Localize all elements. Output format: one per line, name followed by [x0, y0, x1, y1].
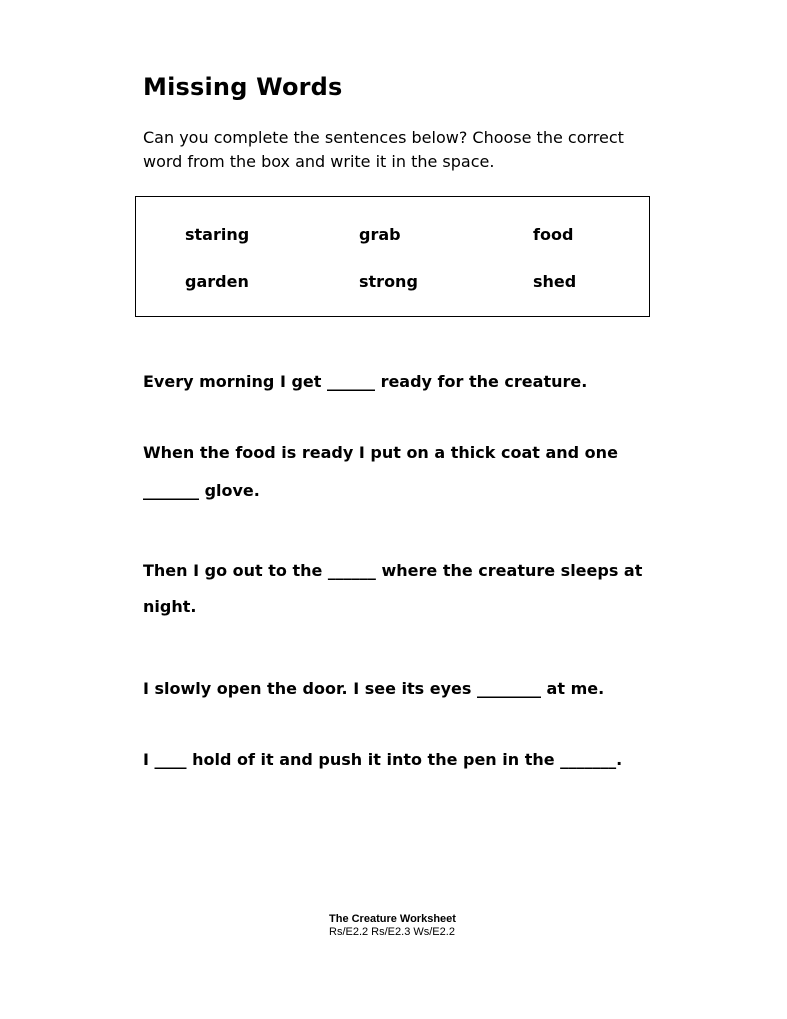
word-shed: shed: [533, 272, 577, 291]
footer: [329, 913, 456, 939]
page-title: Missing Words: [143, 73, 343, 101]
instructions-line-2: word from the box and write it in the space.: [143, 152, 495, 171]
sentence-4: I slowly open the door. I see its eyes ________ at me.: [143, 679, 605, 698]
word-staring: staring: [185, 225, 250, 244]
footer-title: The Creature Worksheet: [329, 913, 456, 925]
word-box: [135, 196, 650, 317]
word-garden: garden: [185, 272, 249, 291]
instructions: [143, 126, 663, 174]
word-food: food: [533, 225, 574, 244]
footer-codes: Rs/E2.2 Rs/E2.3 Ws/E2.2: [329, 926, 455, 938]
sentence-1: Every morning I get ______ ready for the creature.: [143, 372, 588, 391]
sentence-2-line-2: _______ glove.: [143, 481, 260, 500]
sentence-2-line-1: When the food is ready I put on a thick coat and one: [143, 443, 618, 462]
instructions-line-1: Can you complete the sentences below? Choose the correct: [143, 128, 624, 147]
sentence-5: I ____ hold of it and push it into the pen in the _______.: [143, 750, 623, 769]
sentence-3-line-1: Then I go out to the ______ where the creature sleeps at: [143, 561, 643, 580]
sentence-3-line-2: night.: [143, 597, 197, 616]
word-strong: strong: [359, 272, 418, 291]
word-grab: grab: [359, 225, 401, 244]
